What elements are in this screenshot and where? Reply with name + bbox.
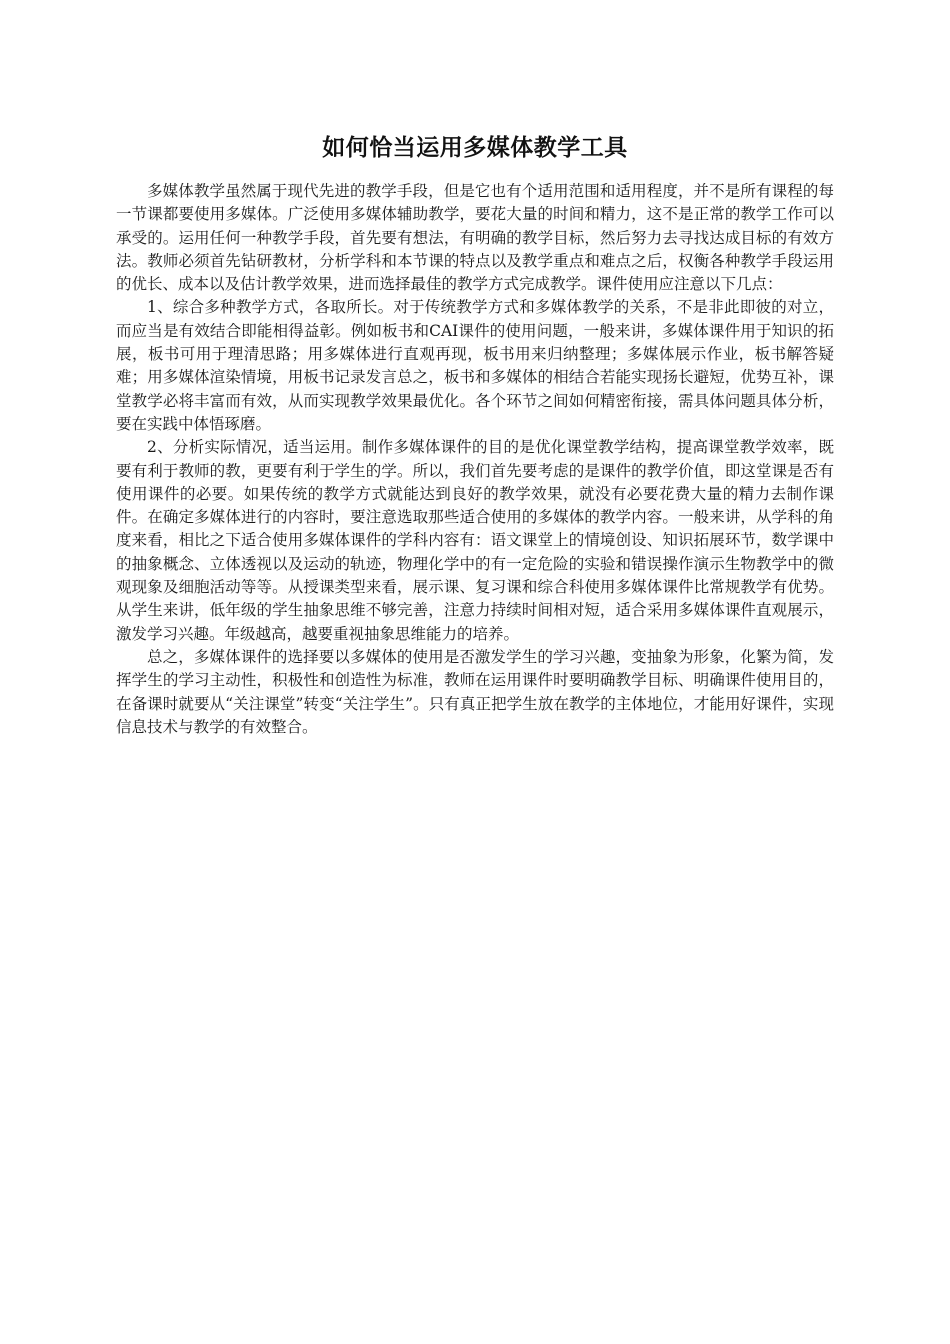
paragraph-intro: 多媒体教学虽然属于现代先进的教学手段，但是它也有个适用范围和适用程度，并不是所有课程的每一节课都要使用多媒体。广泛使用多媒体辅助教学，要花大量的时间和精力，这不是正常的教学工作可以承受的。运用任何一种教学手段，首先要有想法，有明确的教学目标，然后努力去寻找达成目标的有效方法。教师必须首先钻研教材，分析学科和本节课的特点以及教学重点和难点之后，权衡各种教学手段运用的优长、成本以及估计教学效果，进而选择最佳的教学方式完成教学。课件使用应注意以下几点： xyxy=(116,182,834,294)
document-body xyxy=(116,130,834,739)
paragraph-point-1: 1、综合多种教学方式，各取所长。对于传统教学方式和多媒体教学的关系，不是非此即彼的对立，而应当是有效结合即能相得益彰。例如板书和CAI课件的使用问题，一般来讲，多媒体课件用于知识的拓展，板书可用于理清思路；用多媒体进行直观再现，板书用来归纳整理；多媒体展示作业，板书解答疑难；用多媒体渲染情境，用板书记录发言总之，板书和多媒体的相结合若能实现扬长避短，优势互补，课堂教学必将丰富而有效，从而实现教学效果最优化。各个环节之间如何精密衔接，需具体问题具体分析，要在实践中体悟琢磨。 xyxy=(116,298,834,433)
paragraph-point-2: 2、分析实际情况，适当运用。制作多媒体课件的目的是优化课堂教学结构，提高课堂教学效率，既要有利于教师的教，更要有利于学生的学。所以，我们首先要考虑的是课件的教学价值，即这堂课是否有使用课件的必要。如果传统的教学方式就能达到良好的教学效果，就没有必要花费大量的精力去制作课件。在确定多媒体进行的内容时，要注意选取那些适合使用的多媒体的教学内容。一般来讲，从学科的角度来看，相比之下适合使用多媒体课件的学科内容有：语文课堂上的情境创设、知识拓展环节，数学课中的抽象概念、立体透视以及运动的轨迹，物理化学中的有一定危险的实验和错误操作演示生物教学中的微观现象及细胞活动等等。从授课类型来看，展示课、复习课和综合科使用多媒体课件比常规教学有优势。从学生来讲，低年级的学生抽象思维不够完善，注意力持续时间相对短，适合采用多媒体课件直观展示，激发学习兴趣。年级越高，越要重视抽象思维能力的培养。 xyxy=(116,438,834,643)
paragraph-conclusion: 总之，多媒体课件的选择要以多媒体的使用是否激发学生的学习兴趣，变抽象为形象，化繁为简，发挥学生的学习主动性，积极性和创造性为标准，教师在运用课件时要明确教学目标、明确课件使用目的，在备课时就要从“关注课堂”转变“关注学生”。只有真正把学生放在教学的主体地位，才能用好课件，实现信息技术与教学的有效整合。 xyxy=(116,647,834,736)
document-title: 如何恰当运用多媒体教学工具 xyxy=(322,135,628,161)
